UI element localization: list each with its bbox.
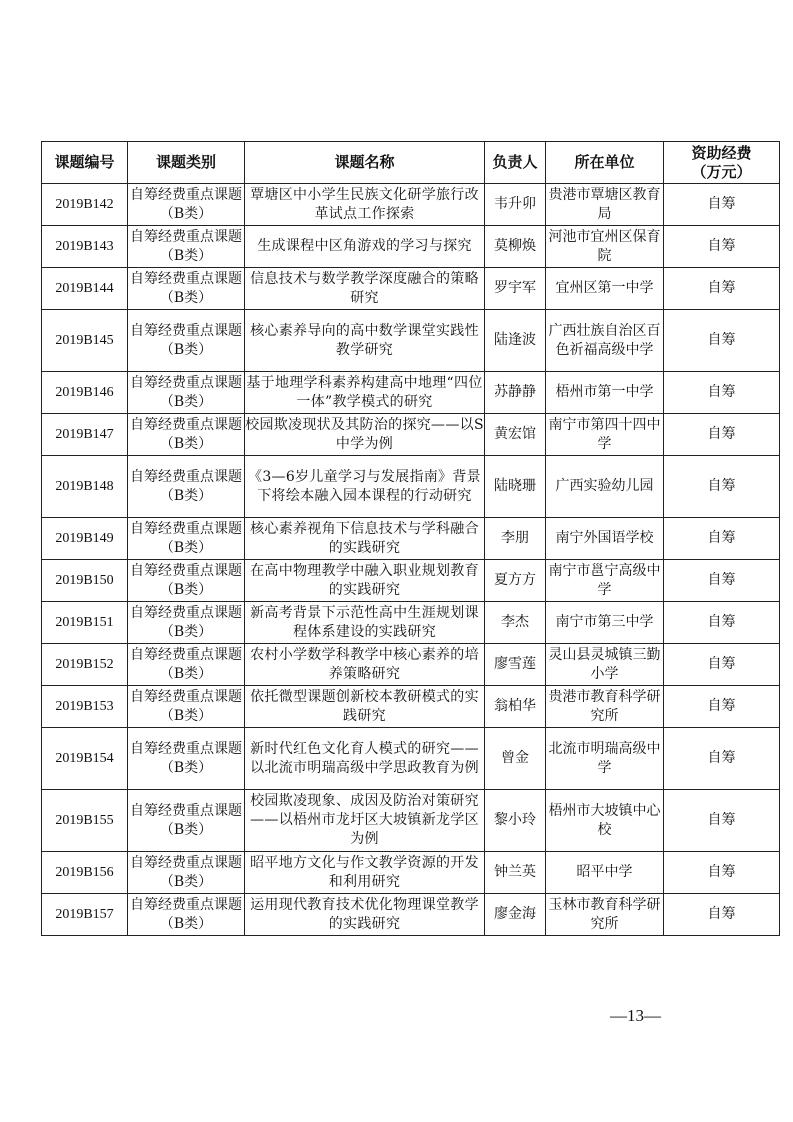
table-row bbox=[42, 728, 780, 790]
cell-unit: 广西壮族自治区百色祈福高级中学 bbox=[546, 310, 664, 372]
cell-leader: 黎小玲 bbox=[485, 790, 546, 852]
cell-unit: 南宁市邕宁高级中学 bbox=[546, 560, 664, 602]
cell-unit: 昭平中学 bbox=[546, 852, 664, 894]
cell-funding: 自筹 bbox=[664, 894, 780, 936]
cell-leader: 钟兰英 bbox=[485, 852, 546, 894]
cell-unit: 南宁市第三中学 bbox=[546, 602, 664, 644]
cell-code: 2019B147 bbox=[42, 414, 128, 456]
cell-funding: 自筹 bbox=[664, 372, 780, 414]
cell-category: 自筹经费重点课题（B类） bbox=[128, 372, 245, 414]
cell-funding: 自筹 bbox=[664, 728, 780, 790]
cell-title: 在高中物理教学中融入职业规划教育的实践研究 bbox=[245, 560, 485, 602]
cell-category: 自筹经费重点课题（B类） bbox=[128, 310, 245, 372]
cell-funding: 自筹 bbox=[664, 310, 780, 372]
cell-category: 自筹经费重点课题（B类） bbox=[128, 560, 245, 602]
table-row bbox=[42, 456, 780, 518]
cell-title: 信息技术与数学教学深度融合的策略研究 bbox=[245, 268, 485, 310]
header-leader: 负责人 bbox=[485, 142, 546, 184]
table-row bbox=[42, 644, 780, 686]
cell-code: 2019B154 bbox=[42, 728, 128, 790]
cell-category: 自筹经费重点课题（B类） bbox=[128, 414, 245, 456]
cell-unit: 灵山县灵城镇三勤小学 bbox=[546, 644, 664, 686]
table-row bbox=[42, 894, 780, 936]
header-title: 课题名称 bbox=[245, 142, 485, 184]
cell-title: 昭平地方文化与作文教学资源的开发和利用研究 bbox=[245, 852, 485, 894]
cell-title: 校园欺凌现状及其防治的探究——以S中学为例 bbox=[245, 414, 485, 456]
cell-unit: 梧州市大坡镇中心校 bbox=[546, 790, 664, 852]
cell-funding: 自筹 bbox=[664, 790, 780, 852]
table-header-row bbox=[42, 142, 780, 184]
cell-leader: 黄宏馆 bbox=[485, 414, 546, 456]
cell-leader: 廖金海 bbox=[485, 894, 546, 936]
table-row bbox=[42, 310, 780, 372]
cell-leader: 莫柳焕 bbox=[485, 226, 546, 268]
cell-title: 新高考背景下示范性高中生涯规划课程体系建设的实践研究 bbox=[245, 602, 485, 644]
cell-title: 农村小学数学科教学中核心素养的培养策略研究 bbox=[245, 644, 485, 686]
cell-code: 2019B153 bbox=[42, 686, 128, 728]
cell-category: 自筹经费重点课题（B类） bbox=[128, 226, 245, 268]
cell-funding: 自筹 bbox=[664, 456, 780, 518]
cell-title: 核心素养视角下信息技术与学科融合的实践研究 bbox=[245, 518, 485, 560]
cell-code: 2019B150 bbox=[42, 560, 128, 602]
cell-title: 新时代红色文化育人模式的研究——以北流市明瑞高级中学思政教育为例 bbox=[245, 728, 485, 790]
cell-category: 自筹经费重点课题（B类） bbox=[128, 602, 245, 644]
cell-title: 核心素养导向的高中数学课堂实践性教学研究 bbox=[245, 310, 485, 372]
cell-code: 2019B142 bbox=[42, 184, 128, 226]
table-row bbox=[42, 226, 780, 268]
cell-unit: 南宁外国语学校 bbox=[546, 518, 664, 560]
cell-leader: 韦升卯 bbox=[485, 184, 546, 226]
cell-unit: 北流市明瑞高级中学 bbox=[546, 728, 664, 790]
cell-code: 2019B148 bbox=[42, 456, 128, 518]
cell-category: 自筹经费重点课题（B类） bbox=[128, 852, 245, 894]
cell-leader: 罗宇军 bbox=[485, 268, 546, 310]
table-row bbox=[42, 184, 780, 226]
cell-category: 自筹经费重点课题（B类） bbox=[128, 790, 245, 852]
cell-code: 2019B155 bbox=[42, 790, 128, 852]
table-row bbox=[42, 852, 780, 894]
cell-title: 覃塘区中小学生民族文化研学旅行改革试点工作探索 bbox=[245, 184, 485, 226]
cell-leader: 曾金 bbox=[485, 728, 546, 790]
cell-unit: 宜州区第一中学 bbox=[546, 268, 664, 310]
header-funding: 资助经费 （万元） bbox=[664, 142, 780, 184]
cell-unit: 南宁市第四十四中学 bbox=[546, 414, 664, 456]
cell-funding: 自筹 bbox=[664, 602, 780, 644]
cell-category: 自筹经费重点课题（B类） bbox=[128, 518, 245, 560]
cell-unit: 贵港市教育科学研究所 bbox=[546, 686, 664, 728]
table-row bbox=[42, 414, 780, 456]
table-row bbox=[42, 372, 780, 414]
header-unit: 所在单位 bbox=[546, 142, 664, 184]
header-category: 课题类别 bbox=[128, 142, 245, 184]
cell-category: 自筹经费重点课题（B类） bbox=[128, 686, 245, 728]
cell-funding: 自筹 bbox=[664, 560, 780, 602]
cell-leader: 陆晓珊 bbox=[485, 456, 546, 518]
cell-code: 2019B152 bbox=[42, 644, 128, 686]
cell-code: 2019B143 bbox=[42, 226, 128, 268]
table-row bbox=[42, 790, 780, 852]
cell-funding: 自筹 bbox=[664, 644, 780, 686]
cell-leader: 陆逢波 bbox=[485, 310, 546, 372]
table-row bbox=[42, 602, 780, 644]
cell-code: 2019B145 bbox=[42, 310, 128, 372]
table-row bbox=[42, 518, 780, 560]
cell-code: 2019B146 bbox=[42, 372, 128, 414]
cell-code: 2019B151 bbox=[42, 602, 128, 644]
cell-title: 校园欺凌现象、成因及防治对策研究——以梧州市龙圩区大坡镇新龙学区为例 bbox=[245, 790, 485, 852]
cell-code: 2019B157 bbox=[42, 894, 128, 936]
project-table bbox=[41, 141, 780, 936]
table-row bbox=[42, 268, 780, 310]
cell-title: 《3—6岁儿童学习与发展指南》背景下将绘本融入园本课程的行动研究 bbox=[245, 456, 485, 518]
cell-category: 自筹经费重点课题（B类） bbox=[128, 184, 245, 226]
cell-unit: 梧州市第一中学 bbox=[546, 372, 664, 414]
cell-funding: 自筹 bbox=[664, 518, 780, 560]
cell-title: 生成课程中区角游戏的学习与探究 bbox=[245, 226, 485, 268]
cell-funding: 自筹 bbox=[664, 686, 780, 728]
cell-unit: 广西实验幼儿园 bbox=[546, 456, 664, 518]
cell-funding: 自筹 bbox=[664, 852, 780, 894]
cell-unit: 贵港市覃塘区教育局 bbox=[546, 184, 664, 226]
cell-category: 自筹经费重点课题（B类） bbox=[128, 894, 245, 936]
cell-code: 2019B149 bbox=[42, 518, 128, 560]
cell-unit: 河池市宜州区保育院 bbox=[546, 226, 664, 268]
cell-leader: 苏静静 bbox=[485, 372, 546, 414]
cell-leader: 李杰 bbox=[485, 602, 546, 644]
cell-leader: 夏方方 bbox=[485, 560, 546, 602]
cell-title: 基于地理学科素养构建高中地理“四位一体”教学模式的研究 bbox=[245, 372, 485, 414]
cell-category: 自筹经费重点课题（B类） bbox=[128, 456, 245, 518]
cell-title: 依托微型课题创新校本教研模式的实践研究 bbox=[245, 686, 485, 728]
cell-leader: 李朋 bbox=[485, 518, 546, 560]
cell-title: 运用现代教育技术优化物理课堂教学的实践研究 bbox=[245, 894, 485, 936]
cell-code: 2019B156 bbox=[42, 852, 128, 894]
cell-leader: 翁柏华 bbox=[485, 686, 546, 728]
cell-category: 自筹经费重点课题（B类） bbox=[128, 728, 245, 790]
table-row bbox=[42, 686, 780, 728]
cell-category: 自筹经费重点课题（B类） bbox=[128, 644, 245, 686]
header-code: 课题编号 bbox=[42, 142, 128, 184]
page-number: —13— bbox=[610, 1006, 661, 1025]
table-row bbox=[42, 560, 780, 602]
cell-code: 2019B144 bbox=[42, 268, 128, 310]
cell-funding: 自筹 bbox=[664, 184, 780, 226]
cell-funding: 自筹 bbox=[664, 226, 780, 268]
cell-funding: 自筹 bbox=[664, 414, 780, 456]
cell-unit: 玉林市教育科学研究所 bbox=[546, 894, 664, 936]
cell-funding: 自筹 bbox=[664, 268, 780, 310]
cell-leader: 廖雪莲 bbox=[485, 644, 546, 686]
cell-category: 自筹经费重点课题（B类） bbox=[128, 268, 245, 310]
